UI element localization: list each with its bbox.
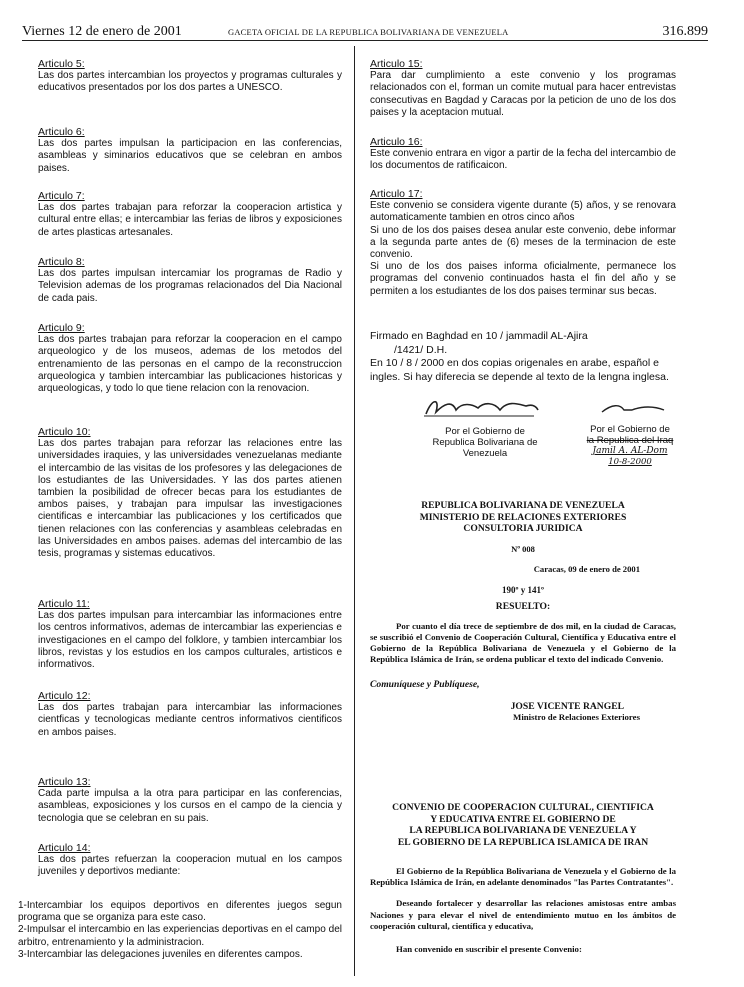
- article-heading: Articulo 11:: [38, 598, 90, 610]
- header-page-number: 316.899: [662, 24, 708, 39]
- article-17: [370, 188, 676, 298]
- resolution-office: CONSULTORIA JURIDICA: [463, 523, 583, 534]
- article-heading: Articulo 9:: [38, 322, 85, 334]
- resolution-resuelto: RESUELTO:: [495, 601, 551, 612]
- article-11: [38, 598, 342, 671]
- signatory-label: Republica Bolivariana de Venezuela: [432, 437, 538, 459]
- convenio-title-line: Y EDUCATIVA ENTRE EL GOBIERNO DE: [430, 813, 616, 825]
- convenio-title-line: CONVENIO DE COOPERACION CULTURAL, CIENTIFICA: [392, 802, 654, 813]
- article-heading: Articulo 7:: [38, 190, 85, 202]
- resolution-body: Por cuanto el día trece de septiembre de dos mil, en la ciudad de Caracas, se suscribió el Convenio de Cooperación Cultural, Científica y Educativa entre el Gobierno de la República Bolivariana de Venezuela y el Gobierno de la República Islámica de Irán, se ordena publicar el texto del indicado Convenio.: [370, 620, 676, 665]
- article-body-extra: Si uno de los dos paises informa oficialmente, permanece los programas del convenio continuados hasta el fin del año y se permiten a los estudiantes de los dos paises terminar sus becas.: [370, 261, 676, 297]
- article-9: [38, 322, 342, 395]
- convenio-title-line: EL GOBIERNO DE LA REPUBLICA ISLAMICA DE IRAN: [397, 836, 649, 848]
- convenio-paragraph: Deseando fortalecer y desarrollar las relaciones amistosas entre ambas Naciones y para elevar el nivel de entendimiento mutuo en los ámbitos de cooperación cultural, científica y educativa,: [370, 898, 676, 931]
- article-heading: Articulo 14:: [38, 842, 91, 854]
- article-heading: Articulo 17:: [370, 188, 423, 200]
- venezuela-signature-icon: [422, 394, 542, 422]
- convenio-block: [370, 802, 676, 956]
- article-body-extra: Si uno de los dos paises desea anular este convenio, debe informar a la segunda parte antes de (6) meses de la terminacion de este convenio.: [370, 224, 676, 261]
- article-body: Cada parte impulsa a la otra para participar en las conferencias, asambleas, exposiciones y los cursos en el campo de la ciencia y tecnologia que se celebran en su pais.: [38, 788, 342, 824]
- signatory-label: Por el Gobierno de: [590, 424, 670, 435]
- article-body: Las dos partes trabajan para reforzar la cooperacion en el campo arqueologico y de los museos, ademas de los metodos del entrenamiento de las personas en el campo de la reconstruccion arqueologica y tambien intercambiar las publicaciones historicas y arqueologicas, y todo lo que tiene relacion con la renovacion.: [38, 334, 342, 395]
- signatory-label: Por el Gobierno de: [445, 426, 525, 437]
- resolution-closing: Comuníquese y Publíquese,: [370, 679, 480, 691]
- signing-statement: [370, 330, 676, 384]
- article-5: [38, 58, 342, 95]
- signatory-label: la Republica del Iraq: [586, 435, 674, 446]
- article-heading: Articulo 6:: [38, 126, 85, 138]
- article-15: [370, 58, 676, 119]
- resolution-place-date: Caracas, 09 de enero de 2001: [533, 564, 640, 574]
- article-body: Las dos partes trabajan para reforzar las relaciones entre las universidades iraquies, y las universidades venezuelanas mediante el intercambio de las visitas de los profesores y las delegaciones de los estudiantes de las Universidades. Y las dos partes atienen tambien la posibilidad de ofrecer becas para los estudiantes de ambos paises, y trabajan para impulsar las investigaciones cientificas e intercambiar las publicaciones y los certificados que tienen relaciones con las conferencias y asambleas celebradas en las Universidades en ambos paises. ademas del intercambio de las tesis, programas y sistemas educativos.: [38, 438, 342, 560]
- header-gazette-title: GACETA OFICIAL DE LA REPUBLICA BOLIVARIANA DE VENEZUELA: [228, 27, 509, 37]
- right-column: [370, 58, 676, 978]
- article-12: [38, 690, 342, 739]
- convenio-paragraph: El Gobierno de la República Bolivariana de Venezuela y el Gobierno de la República Islámica de Irán, en adelante denominados "las Partes Contratantes".: [370, 866, 676, 888]
- list-item: 1-Intercambiar los equipos deportivos en diferentes juegos segun programa que se organiza para este caso.: [18, 900, 342, 924]
- convenio-title-line: LA REPUBLICA BOLIVARIANA DE VENEZUELA Y: [409, 825, 637, 836]
- article-body: Para dar cumplimiento a este convenio y los programas relacionados con el, forman un comite mutual para hacer entrevistas consecutivas en Bagdad y Caracas por la peticion de uno de los dos paises y la aceptacion mutual.: [370, 70, 676, 118]
- signing-line: Firmado en Baghdad en 10 / jammadil AL-Ajira: [370, 330, 588, 342]
- signing-line: ingles. Si hay diferecia se depende al texto de la lengna inglesa.: [370, 370, 669, 383]
- resolution-number: Nº 008: [511, 543, 535, 554]
- article-14-items: [18, 900, 342, 961]
- article-body: Las dos partes refuerzan la cooperacion mutual en los campos juveniles y deportivos mediante:: [38, 854, 342, 878]
- article-heading: Articulo 5:: [38, 58, 85, 70]
- resolution-republic: REPUBLICA BOLIVARIANA DE VENEZUELA: [421, 500, 625, 511]
- resolution-years: 190º y 141º: [502, 584, 544, 595]
- minister-title: Ministro de Relaciones Exteriores: [513, 712, 640, 723]
- signing-line: /1421/ D.H.: [394, 343, 448, 356]
- article-heading: Articulo 15:: [370, 58, 423, 70]
- article-10: [38, 426, 342, 560]
- left-column: [18, 58, 342, 978]
- article-heading: Articulo 16:: [370, 136, 423, 148]
- iraq-signature-icon: [598, 398, 668, 418]
- article-6: [38, 126, 342, 175]
- article-body: Las dos partes impulsan para intercambiar las informaciones entre los centros informativos, ademas de intercambiar las experiencias e investigaciones en el campo del folklore, y tambien intercambiar los libros, revistas y los estudios en los campos culturales, artisticos e informativos.: [38, 610, 342, 671]
- article-body: Las dos partes impulsan intercamiar los programas de Radio y Television ademas de los programas relacionados del Dia Nacional de cada pais.: [38, 268, 342, 304]
- article-16: [370, 136, 676, 173]
- venezuela-signatory: [410, 426, 560, 459]
- article-body: Las dos partes impulsan la participacion en las conferencias, asambleas y siminarios educativos que se celebran en ambos paises.: [38, 138, 342, 174]
- column-divider: [354, 46, 355, 976]
- handwritten-name: Jamil A. AL-Dom: [592, 446, 668, 456]
- list-item: 2-Impulsar el intercambio en las experiencias deportivas en el campo del arbitro, entrenamiento y la administracion.: [18, 924, 342, 948]
- header-date: Viernes 12 de enero de 2001: [22, 24, 182, 39]
- resolution-ministry: MINISTERIO DE RELACIONES EXTERIORES: [419, 511, 627, 523]
- article-heading: Articulo 13:: [38, 776, 91, 788]
- article-13: [38, 776, 342, 825]
- page-header: [22, 24, 708, 41]
- minister-name: JOSE VICENTE RANGEL: [510, 700, 624, 712]
- handwritten-date: 10-8-2000: [608, 457, 652, 467]
- iraq-signatory: [580, 424, 680, 468]
- article-body: Las dos partes trabajan para intercambiar las informaciones cientficas y tecnologicas mediante centros informativos cientificos en ambos paises.: [38, 702, 342, 738]
- article-heading: Articulo 10:: [38, 426, 91, 438]
- signing-line: En 10 / 8 / 2000 en dos copias origenales en arabe, español e: [370, 357, 659, 369]
- article-14: [38, 842, 342, 879]
- article-heading: Articulo 8:: [38, 256, 85, 268]
- article-body: Este convenio entrara en vigor a partir de la fecha del intercambio de los documentos de ratificaicon.: [370, 148, 676, 172]
- article-body: Las dos partes intercambian los proyectos y programas culturales y educativos presentados por los dos partes a UNESCO.: [38, 70, 342, 94]
- article-body: Este convenio se considera vigente durante (5) años, y se renovara automaticamente tambien en otros cinco años: [370, 200, 676, 224]
- article-heading: Articulo 12:: [38, 690, 91, 702]
- article-8: [38, 256, 342, 305]
- resolution-block: [370, 500, 676, 724]
- article-7: [38, 190, 342, 239]
- convenio-paragraph: Han convenido en suscribir el presente Convenio:: [396, 944, 582, 955]
- article-body: Las dos partes trabajan para reforzar la cooperacion artistica y cultural entre ellas; e intercambiar las ferias de libros y exposiciones de artes plasticas artesanales.: [38, 202, 342, 238]
- list-item: 3-Intercambiar las delegaciones juveniles en diferentes campos.: [18, 948, 303, 960]
